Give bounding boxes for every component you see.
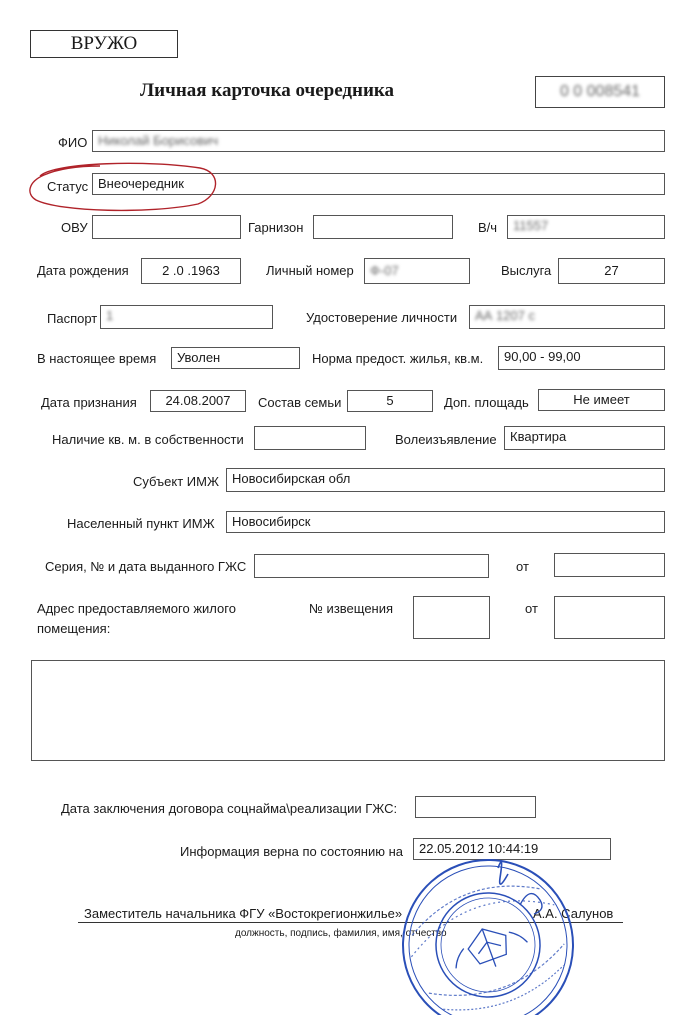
- subject-label: Субъект ИМЖ: [133, 474, 219, 489]
- unit-label: В/ч: [478, 220, 498, 235]
- service-field: 27: [558, 258, 665, 284]
- unit-field: 11557: [507, 215, 665, 239]
- signature-line: [78, 922, 623, 923]
- gzs-from-label: от: [516, 559, 529, 574]
- contract-label: Дата заключения договора соцнайма\реализации ГЖС:: [61, 801, 398, 816]
- current-field: Уволен: [171, 347, 300, 369]
- address-label-line2: помещения:: [37, 621, 111, 636]
- notice-label: № извещения: [309, 601, 394, 616]
- info-date-field: 22.05.2012 10:44:19: [413, 838, 611, 860]
- extra-area-field: Не имеет: [538, 389, 665, 411]
- gzs-field: [254, 554, 489, 578]
- recog-date-field: 24.08.2007: [150, 390, 246, 412]
- status-field: Внеочередник: [92, 173, 665, 195]
- norm-label: Норма предост. жилья, кв.м.: [312, 351, 484, 366]
- personal-no-field: Ф-07: [364, 258, 470, 284]
- recog-date-label: Дата признания: [41, 395, 137, 410]
- personal-no-label: Личный номер: [266, 263, 354, 278]
- dob-label: Дата рождения: [37, 263, 129, 278]
- dob-field: 2 .0 .1963: [141, 258, 241, 284]
- card-number: 0 0 008541: [535, 76, 665, 108]
- notice-from-label: от: [525, 601, 538, 616]
- norm-field: 90,00 - 99,00: [498, 346, 665, 370]
- family-field: 5: [347, 390, 433, 412]
- address-area: [31, 660, 665, 761]
- subject-field: Новосибирская обл: [226, 468, 665, 492]
- fio-label: ФИО: [58, 135, 88, 150]
- locality-label: Населенный пункт ИМЖ: [67, 516, 215, 531]
- locality-field: Новосибирск: [226, 511, 665, 533]
- gzs-label: Серия, № и дата выданного ГЖС: [45, 559, 247, 574]
- page-title: Личная карточка очередника: [140, 80, 395, 101]
- passport-label: Паспорт: [47, 311, 98, 326]
- current-label: В настоящее время: [37, 351, 157, 366]
- will-field: Квартира: [504, 426, 665, 450]
- signer-name: А.А. Салунов: [533, 906, 614, 921]
- extra-area-label: Доп. площадь: [444, 395, 529, 410]
- family-label: Состав семьи: [258, 395, 342, 410]
- ovu-field: [92, 215, 241, 239]
- garrison-label: Гарнизон: [248, 220, 304, 235]
- notice-from-field: [554, 596, 665, 639]
- owned-label: Наличие кв. м. в собственности: [52, 432, 244, 447]
- owned-field: [254, 426, 366, 450]
- header-code: ВРУЖО: [30, 30, 178, 58]
- id-field: АА 1207 с: [469, 305, 665, 329]
- will-label: Волеизъявление: [395, 432, 497, 447]
- info-label: Информация верна по состоянию на: [180, 844, 403, 859]
- status-label: Статус: [47, 179, 89, 194]
- fio-field: Николай Борисович: [92, 130, 665, 152]
- id-label: Удостоверение личности: [306, 310, 458, 325]
- garrison-field: [313, 215, 453, 239]
- signature-caption: должность, подпись, фамилия, имя, отчество: [235, 928, 447, 939]
- service-label: Выслуга: [501, 263, 552, 278]
- notice-field: [413, 596, 490, 639]
- address-label-line1: Адрес предоставляемого жилого: [37, 601, 236, 616]
- signer-position: Заместитель начальника ФГУ «Востокрегионжилье»: [84, 906, 403, 921]
- passport-field: 1: [100, 305, 273, 329]
- gzs-from-field: [554, 553, 665, 577]
- ovu-label: ОВУ: [61, 220, 88, 235]
- contract-field: [415, 796, 536, 818]
